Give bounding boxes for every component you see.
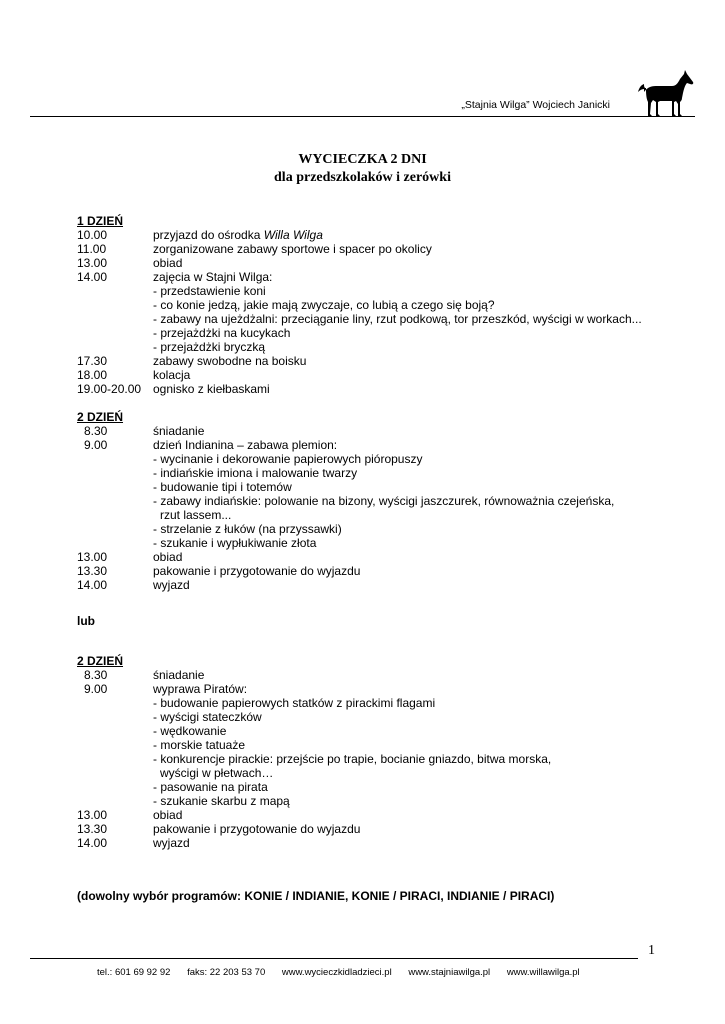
page-number: 1	[648, 943, 655, 958]
schedule-row	[77, 228, 677, 242]
schedule-row	[77, 270, 677, 284]
schedule-row	[77, 808, 677, 822]
row-time: 13.00	[77, 808, 108, 822]
row-activity: ognisko z kiełbaskami	[153, 382, 270, 396]
row-time: 9.00	[84, 438, 108, 452]
schedule-row	[77, 724, 677, 738]
schedule-row	[77, 368, 677, 382]
schedule-row	[77, 738, 677, 752]
schedule-row	[77, 752, 677, 766]
row-time: 14.00	[77, 270, 108, 284]
fax-number: faks: 22 203 53 70	[187, 967, 266, 978]
row-activity: zorganizowane zabawy sportowe i spacer po okolicy	[153, 242, 432, 256]
schedule-row	[77, 682, 677, 696]
day2-indians-heading: 2 DZIEŃ	[77, 410, 124, 424]
row-activity: obiad	[153, 808, 183, 822]
row-activity: wyjazd	[153, 836, 190, 850]
schedule-row	[77, 836, 677, 850]
row-activity: zajęcia w Stajni Wilga:	[153, 270, 273, 284]
row-activity: - przejażdżki na kucykach	[153, 326, 291, 340]
row-activity: wyprawa Piratów:	[153, 682, 248, 696]
schedule-row	[77, 256, 677, 270]
or-label: lub	[77, 614, 95, 628]
row-activity: - szukanie i wypłukiwanie złota	[153, 536, 317, 550]
schedule-row	[77, 822, 677, 836]
document-title	[0, 151, 725, 187]
row-activity: - zabawy indiańskie: polowanie na bizony, wyścigi jaszczurek, równoważnia czejeńska,	[153, 494, 615, 508]
row-activity: obiad	[153, 256, 183, 270]
title-line-1: WYCIECZKA 2 DNI	[298, 152, 427, 167]
schedule-row	[77, 494, 677, 508]
row-activity: śniadanie	[153, 424, 205, 438]
header-title: „Stajnia Wilga” Wojciech Janicki	[461, 99, 610, 111]
schedule-row	[77, 536, 677, 550]
schedule-row	[77, 452, 677, 466]
contact-line	[97, 967, 594, 978]
row-activity: pakowanie i przygotowanie do wyjazdu	[153, 564, 361, 578]
schedule-row	[77, 466, 677, 480]
schedule-row	[77, 354, 677, 368]
website-link-wycieczki[interactable]: www.wycieczkidladzieci.pl	[281, 967, 392, 978]
row-activity: wyścigi w płetwach…	[160, 766, 274, 780]
row-time: 8.30	[84, 668, 108, 682]
row-activity: - zabawy na ujeżdżalni: przeciąganie liny, rzut podkową, tor przeszkód, wyścigi w workach...	[153, 312, 642, 326]
schedule-row	[77, 794, 677, 808]
row-time: 19.00-20.00	[77, 382, 142, 396]
row-time: 9.00	[84, 682, 108, 696]
website-link-stajnia[interactable]: www.stajniawilga.pl	[408, 967, 491, 978]
row-activity: - strzelanie z łuków (na przyssawki)	[153, 522, 342, 536]
row-activity: - wycinanie i dekorowanie papierowych pióropuszy	[153, 452, 423, 466]
schedule-row	[77, 298, 677, 312]
row-activity: pakowanie i przygotowanie do wyjazdu	[153, 822, 361, 836]
schedule-row	[77, 766, 677, 780]
schedule-row	[77, 438, 677, 452]
row-activity: kolacja	[153, 368, 191, 382]
row-time: 17.30	[77, 354, 108, 368]
schedule-row	[77, 340, 677, 354]
schedule-row	[77, 550, 677, 564]
row-activity: - przedstawienie koni	[153, 284, 266, 298]
row-activity: - szukanie skarbu z mapą	[153, 794, 290, 808]
row-activity: obiad	[153, 550, 183, 564]
footer-rule	[30, 958, 638, 959]
venue-name: Willa Wilga	[263, 228, 323, 242]
schedule-row	[77, 480, 677, 494]
row-activity: - morskie tatuaże	[153, 738, 246, 752]
schedule-row	[77, 564, 677, 578]
website-link-willa[interactable]: www.willawilga.pl	[506, 967, 580, 978]
row-activity: - przejażdżki bryczką	[153, 340, 266, 354]
row-activity: dzień Indianina – zabawa plemion:	[153, 438, 338, 452]
row-activity: - indiańskie imiona i malowanie twarzy	[153, 466, 358, 480]
row-activity: - pasowanie na pirata	[153, 780, 268, 794]
schedule	[77, 214, 677, 850]
row-time: 14.00	[77, 578, 108, 592]
horse-icon	[638, 70, 694, 116]
phone-number: tel.: 601 69 92 92	[97, 967, 171, 978]
schedule-row	[77, 382, 677, 396]
row-activity: wyjazd	[153, 578, 190, 592]
row-time: 13.30	[77, 564, 108, 578]
row-activity: - wędkowanie	[153, 724, 227, 738]
schedule-row	[77, 668, 677, 682]
row-time: 14.00	[77, 836, 108, 850]
row-activity: - budowanie papierowych statków z pirackimi flagami	[153, 696, 436, 710]
row-time: 13.00	[77, 550, 108, 564]
row-time: 10.00	[77, 228, 108, 242]
row-time: 13.00	[77, 256, 108, 270]
row-time: 11.00	[77, 242, 107, 256]
schedule-row	[77, 780, 677, 794]
schedule-row	[77, 710, 677, 724]
schedule-row	[77, 326, 677, 340]
row-activity: - konkurencje pirackie: przejście po trapie, bocianie gniazdo, bitwa morska,	[153, 752, 552, 766]
schedule-row	[77, 578, 677, 592]
header-rule	[30, 116, 695, 117]
row-time: 18.00	[77, 368, 108, 382]
schedule-row	[77, 508, 677, 522]
schedule-row	[77, 696, 677, 710]
row-time: 13.30	[77, 822, 108, 836]
day1-heading: 1 DZIEŃ	[77, 214, 124, 228]
title-line-2: dla przedszkolaków i zerówki	[274, 170, 451, 185]
schedule-row	[77, 522, 677, 536]
row-activity: - wyścigi stateczków	[153, 710, 262, 724]
day2-pirates-heading: 2 DZIEŃ	[77, 654, 124, 668]
program-choice-note: (dowolny wybór programów: KONIE / INDIANIE, KONIE / PIRACI, INDIANIE / PIRACI)	[77, 889, 555, 903]
schedule-row	[77, 424, 677, 438]
row-activity: - budowanie tipi i totemów	[153, 480, 292, 494]
schedule-row	[77, 312, 677, 326]
row-activity: przyjazd do ośrodka Willa Wilga	[153, 228, 323, 242]
schedule-row	[77, 242, 677, 256]
row-time: 8.30	[84, 424, 108, 438]
row-activity: zabawy swobodne na boisku	[153, 354, 307, 368]
row-activity: śniadanie	[153, 668, 205, 682]
schedule-row	[77, 284, 677, 298]
row-activity: rzut lassem...	[160, 508, 232, 522]
row-activity: - co konie jedzą, jakie mają zwyczaje, co lubią a czego się boją?	[153, 298, 495, 312]
